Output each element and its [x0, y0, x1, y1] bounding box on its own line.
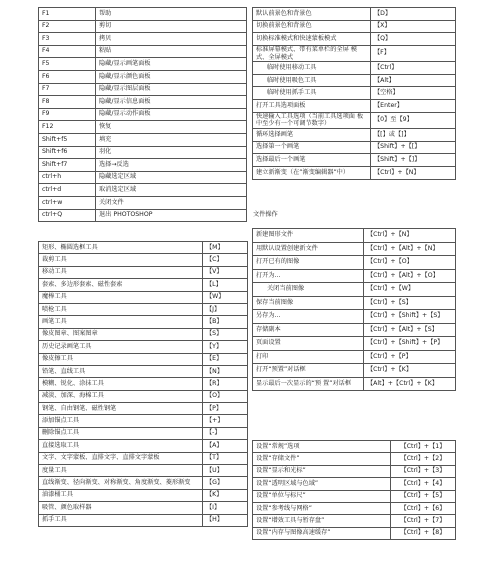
- row-shortcut: 取消选定区域: [96, 184, 247, 197]
- table-row: [253, 87, 456, 100]
- row-label: 临时使用移动工具: [253, 62, 371, 75]
- table-row: [253, 166, 456, 179]
- table-row: [253, 515, 456, 527]
- table-row: [253, 256, 456, 270]
- row-label: 切换前景色和背景色: [253, 20, 371, 33]
- row-label: 标准屏幕模式、带有菜单栏的全屏 模式、全屏模式: [253, 45, 371, 62]
- row-label: 铅笔、直线工具: [39, 365, 203, 377]
- row-label: 设置“参考线与网格”: [253, 502, 391, 514]
- row-shortcut: 【C】: [203, 254, 248, 266]
- row-label: 设置“常规”选项: [253, 441, 391, 453]
- row-label: 建立新渐变（在”渐变编辑器”中）: [253, 166, 371, 179]
- row-shortcut: 【Ctrl】+【7】: [391, 515, 456, 527]
- row-shortcut: 【Ctrl】+【4】: [391, 478, 456, 490]
- row-label: 设置“增效工具与暂存盘”: [253, 515, 391, 527]
- row-shortcut: 帮助: [96, 8, 247, 21]
- row-label: F3: [39, 33, 96, 46]
- table-row: [253, 229, 456, 243]
- row-label: 存储副本: [253, 323, 364, 337]
- row-label: 直接选取工具: [39, 440, 203, 452]
- row-shortcut: 【Y】: [203, 341, 248, 353]
- row-shortcut: 【I】: [203, 502, 248, 514]
- row-label: Shift+f5: [39, 133, 96, 146]
- table-row: [253, 337, 456, 351]
- view-shortcut-table: [252, 7, 456, 180]
- table-row: [253, 310, 456, 324]
- row-label: F2: [39, 20, 96, 33]
- table-row: [39, 353, 248, 365]
- table-row: [39, 254, 248, 266]
- table-row: [39, 108, 247, 121]
- row-shortcut: 【L】: [203, 279, 248, 291]
- row-shortcut: 【Ctrl】+【W】: [364, 283, 456, 297]
- row-shortcut: 【0】至【9】: [371, 112, 456, 129]
- row-label: ctrl+Q: [39, 209, 96, 222]
- row-shortcut: 【R】: [203, 378, 248, 390]
- table-row: [253, 100, 456, 113]
- table-row: [39, 146, 247, 159]
- row-shortcut: 【Ctrl】+【3】: [391, 465, 456, 477]
- row-label: F1: [39, 8, 96, 21]
- table-row: [39, 291, 248, 303]
- table-row: [39, 133, 247, 146]
- table-row: [39, 440, 248, 452]
- table-row: [253, 502, 456, 514]
- table-row: [39, 121, 247, 134]
- row-label: 打开为…: [253, 269, 364, 283]
- table-row: [39, 20, 247, 33]
- row-shortcut: 【Ctrl】+【5】: [391, 490, 456, 502]
- function-key-table: [38, 7, 247, 222]
- table-row: [39, 8, 247, 21]
- row-shortcut: 【M】: [203, 242, 248, 254]
- row-shortcut: 隐藏/显示画笔面板: [96, 58, 247, 71]
- table-row: [253, 490, 456, 502]
- row-shortcut: 【+】: [203, 415, 248, 427]
- row-label: F6: [39, 70, 96, 83]
- table-row: [39, 378, 248, 390]
- table-row: [39, 196, 247, 209]
- table-row: [253, 242, 456, 256]
- row-shortcut: 【Ctrl】+【Shift】+【S】: [364, 310, 456, 324]
- row-shortcut: 【Ctrl】+【S】: [364, 296, 456, 310]
- row-label: 关闭当前图像: [253, 283, 364, 297]
- row-shortcut: 【A】: [203, 440, 248, 452]
- table-row: [253, 8, 456, 21]
- row-label: F12: [39, 121, 96, 134]
- row-label: F7: [39, 83, 96, 96]
- table-row: [39, 96, 247, 109]
- row-shortcut: 【W】: [203, 291, 248, 303]
- row-shortcut: 【K】: [203, 489, 248, 501]
- row-label: 模糊、锐化、涂抹工具: [39, 378, 203, 390]
- row-shortcut: 【J】: [203, 303, 248, 315]
- table-row: [39, 266, 248, 278]
- row-label: 打开已有的图像: [253, 256, 364, 270]
- table-row: [39, 465, 248, 477]
- row-shortcut: 【F】: [371, 45, 456, 62]
- row-label: 矩形、椭圆选框工具: [39, 242, 203, 254]
- table-row: [253, 527, 456, 539]
- row-shortcut: 【Ctrl】+【N】: [364, 229, 456, 243]
- row-shortcut: 恢复: [96, 121, 247, 134]
- row-label: 设置“内存与图像高速缓存”: [253, 527, 391, 539]
- table-row: [39, 390, 248, 402]
- row-shortcut: 选择→反选: [96, 159, 247, 172]
- row-label: 钢笔、自由钢笔、磁性钢笔: [39, 403, 203, 415]
- table-row: [39, 58, 247, 71]
- table-row: [39, 502, 248, 514]
- table-row: [39, 45, 247, 58]
- table-row: [39, 303, 248, 315]
- row-label: 裁剪工具: [39, 254, 203, 266]
- file-operations-heading: 文件操作: [253, 211, 278, 218]
- table-row: [39, 70, 247, 83]
- row-label: 循环选择画笔: [253, 129, 371, 142]
- row-label: 切换标准模式和快速蒙板模式: [253, 33, 371, 46]
- row-shortcut: 【U】: [203, 465, 248, 477]
- row-shortcut: 填充: [96, 133, 247, 146]
- table-row: [39, 316, 248, 328]
- row-shortcut: 拷贝: [96, 33, 247, 46]
- row-label: 页面设置: [253, 337, 364, 351]
- row-shortcut: 隐藏选定区域: [96, 171, 247, 184]
- table-row: [39, 427, 248, 439]
- row-shortcut: 【Ctrl】+【6】: [391, 502, 456, 514]
- row-label: 减淡、加深、海棉工具: [39, 390, 203, 402]
- row-label: 删除锚点工具: [39, 427, 203, 439]
- table-row: [253, 45, 456, 62]
- row-label: F8: [39, 96, 96, 109]
- table-row: [253, 465, 456, 477]
- row-label: 打开“预置”对话框: [253, 364, 364, 378]
- row-label: 文字、文字蒙板、直排文字、直排文字蒙板: [39, 452, 203, 464]
- row-label: 默认前景色和背景色: [253, 8, 371, 21]
- row-shortcut: 隐藏/显示动作面板: [96, 108, 247, 121]
- table-row: [253, 441, 456, 453]
- row-label: F9: [39, 108, 96, 121]
- row-label: 临时使用吸色工具: [253, 74, 371, 87]
- row-shortcut: 隐藏/显示信息面板: [96, 96, 247, 109]
- table-row: [39, 477, 248, 489]
- table-row: [253, 154, 456, 167]
- table-row: [39, 452, 248, 464]
- row-shortcut: 【Ctrl】+【O】: [364, 256, 456, 270]
- row-shortcut: 【[】或【]】: [371, 129, 456, 142]
- table-row: [39, 171, 247, 184]
- row-shortcut: 【E】: [203, 353, 248, 365]
- row-shortcut: 隐藏/显示图层面板: [96, 83, 247, 96]
- row-label: 度量工具: [39, 465, 203, 477]
- row-label: Shift+f6: [39, 146, 96, 159]
- table-row: [253, 377, 456, 391]
- row-label: 保存当前图像: [253, 296, 364, 310]
- table-row: [253, 141, 456, 154]
- row-shortcut: 【X】: [371, 20, 456, 33]
- row-shortcut: 【Ctrl】+【8】: [391, 527, 456, 539]
- row-label: 打印: [253, 350, 364, 364]
- row-label: 快速输入工具选项（当前工具选项面 板中至少有一个可调节数字）: [253, 112, 371, 129]
- row-shortcut: 【Ctrl】+【Alt】+【S】: [364, 323, 456, 337]
- row-label: ctrl+w: [39, 196, 96, 209]
- row-label: 选择第一个画笔: [253, 141, 371, 154]
- row-label: 吸管、颜色取样器: [39, 502, 203, 514]
- table-row: [39, 415, 248, 427]
- row-label: 套索、多边形套索、磁性套索: [39, 279, 203, 291]
- table-row: [253, 350, 456, 364]
- table-row: [253, 478, 456, 490]
- table-row: [39, 209, 247, 222]
- row-label: 画笔工具: [39, 316, 203, 328]
- table-row: [253, 129, 456, 142]
- row-label: 选择最后一个画笔: [253, 154, 371, 167]
- row-label: 另存为…: [253, 310, 364, 324]
- row-shortcut: 【T】: [203, 452, 248, 464]
- row-shortcut: 【O】: [203, 390, 248, 402]
- row-shortcut: 【Ctrl】+【N】: [371, 166, 456, 179]
- row-shortcut: 【Ctrl】+【2】: [391, 453, 456, 465]
- row-shortcut: 【P】: [203, 403, 248, 415]
- row-shortcut: 【Ctrl】+【K】: [364, 364, 456, 378]
- table-row: [253, 62, 456, 75]
- row-shortcut: 【S】: [203, 328, 248, 340]
- row-label: 设置“透明区域与色域”: [253, 478, 391, 490]
- table-row: [39, 328, 248, 340]
- row-shortcut: 【Enter】: [371, 100, 456, 113]
- table-row: [253, 112, 456, 129]
- row-label: ctrl+h: [39, 171, 96, 184]
- row-shortcut: 【-】: [203, 427, 248, 439]
- row-label: 临时使用抓手工具: [253, 87, 371, 100]
- row-shortcut: 【Ctrl】: [371, 62, 456, 75]
- table-row: [253, 20, 456, 33]
- row-label: 像皮擦工具: [39, 353, 203, 365]
- table-row: [39, 242, 248, 254]
- row-shortcut: 【N】: [203, 365, 248, 377]
- row-shortcut: 【Ctrl】+【1】: [391, 441, 456, 453]
- row-label: 移动工具: [39, 266, 203, 278]
- row-label: 新建图形文件: [253, 229, 364, 243]
- table-row: [253, 74, 456, 87]
- row-shortcut: 【Alt】+【Ctrl】+【K】: [364, 377, 456, 391]
- row-label: 历史记录画笔工具: [39, 341, 203, 353]
- table-row: [253, 323, 456, 337]
- row-shortcut: 关闭文件: [96, 196, 247, 209]
- row-label: 添加锚点工具: [39, 415, 203, 427]
- row-label: 油漆桶工具: [39, 489, 203, 501]
- row-shortcut: 剪切: [96, 20, 247, 33]
- row-shortcut: 【D】: [371, 8, 456, 21]
- table-row: [253, 33, 456, 46]
- table-row: [253, 453, 456, 465]
- table-row: [39, 279, 248, 291]
- row-shortcut: 退出 PHOTOSHOP: [96, 209, 247, 222]
- row-label: Shift+f7: [39, 159, 96, 172]
- table-row: [39, 403, 248, 415]
- table-row: [253, 283, 456, 297]
- row-shortcut: 【空格】: [371, 87, 456, 100]
- row-shortcut: 粘贴: [96, 45, 247, 58]
- row-shortcut: 【Alt】: [371, 74, 456, 87]
- row-shortcut: 【B】: [203, 316, 248, 328]
- row-label: F4: [39, 45, 96, 58]
- table-row: [39, 33, 247, 46]
- row-label: 设置“存储文件”: [253, 453, 391, 465]
- row-label: 直线渐变、径向渐变、对称渐变、角度渐变、菱形渐变: [39, 477, 203, 489]
- table-row: [253, 296, 456, 310]
- table-row: [39, 184, 247, 197]
- row-label: 像皮图章、图案图章: [39, 328, 203, 340]
- table-row: [39, 341, 248, 353]
- row-shortcut: 羽化: [96, 146, 247, 159]
- row-label: 打开工具选项面板: [253, 100, 371, 113]
- row-shortcut: 【V】: [203, 266, 248, 278]
- row-label: 用默认设置创建新文件: [253, 242, 364, 256]
- table-row: [253, 269, 456, 283]
- table-row: [253, 364, 456, 378]
- row-label: F5: [39, 58, 96, 71]
- row-shortcut: 【G】: [203, 477, 248, 489]
- preferences-shortcut-table: [252, 440, 456, 540]
- table-row: [39, 365, 248, 377]
- row-label: 魔棒工具: [39, 291, 203, 303]
- table-row: [39, 83, 247, 96]
- row-label: 设置“显示和光标”: [253, 465, 391, 477]
- row-shortcut: 【Ctrl】+【P】: [364, 350, 456, 364]
- row-shortcut: 【Ctrl】+【Alt】+【N】: [364, 242, 456, 256]
- row-label: ctrl+d: [39, 184, 96, 197]
- row-shortcut: 【Q】: [371, 33, 456, 46]
- table-row: [39, 489, 248, 501]
- row-shortcut: 【Ctrl】+【Shift】+【P】: [364, 337, 456, 351]
- row-shortcut: 【Shift】+【[】: [371, 141, 456, 154]
- row-shortcut: 【Shift】+【]】: [371, 154, 456, 167]
- row-label: 设置“单位与标尺”: [253, 490, 391, 502]
- row-label: 显示最后一次显示的“预 置”对话框: [253, 377, 364, 391]
- table-row: [39, 514, 248, 526]
- table-row: [39, 159, 247, 172]
- row-label: 抓手工具: [39, 514, 203, 526]
- row-shortcut: 隐藏/显示颜色面板: [96, 70, 247, 83]
- row-shortcut: 【Ctrl】+【Alt】+【O】: [364, 269, 456, 283]
- file-shortcut-table: [252, 228, 456, 391]
- row-shortcut: 【H】: [203, 514, 248, 526]
- tool-shortcut-table: [38, 241, 248, 527]
- row-label: 喷枪工具: [39, 303, 203, 315]
